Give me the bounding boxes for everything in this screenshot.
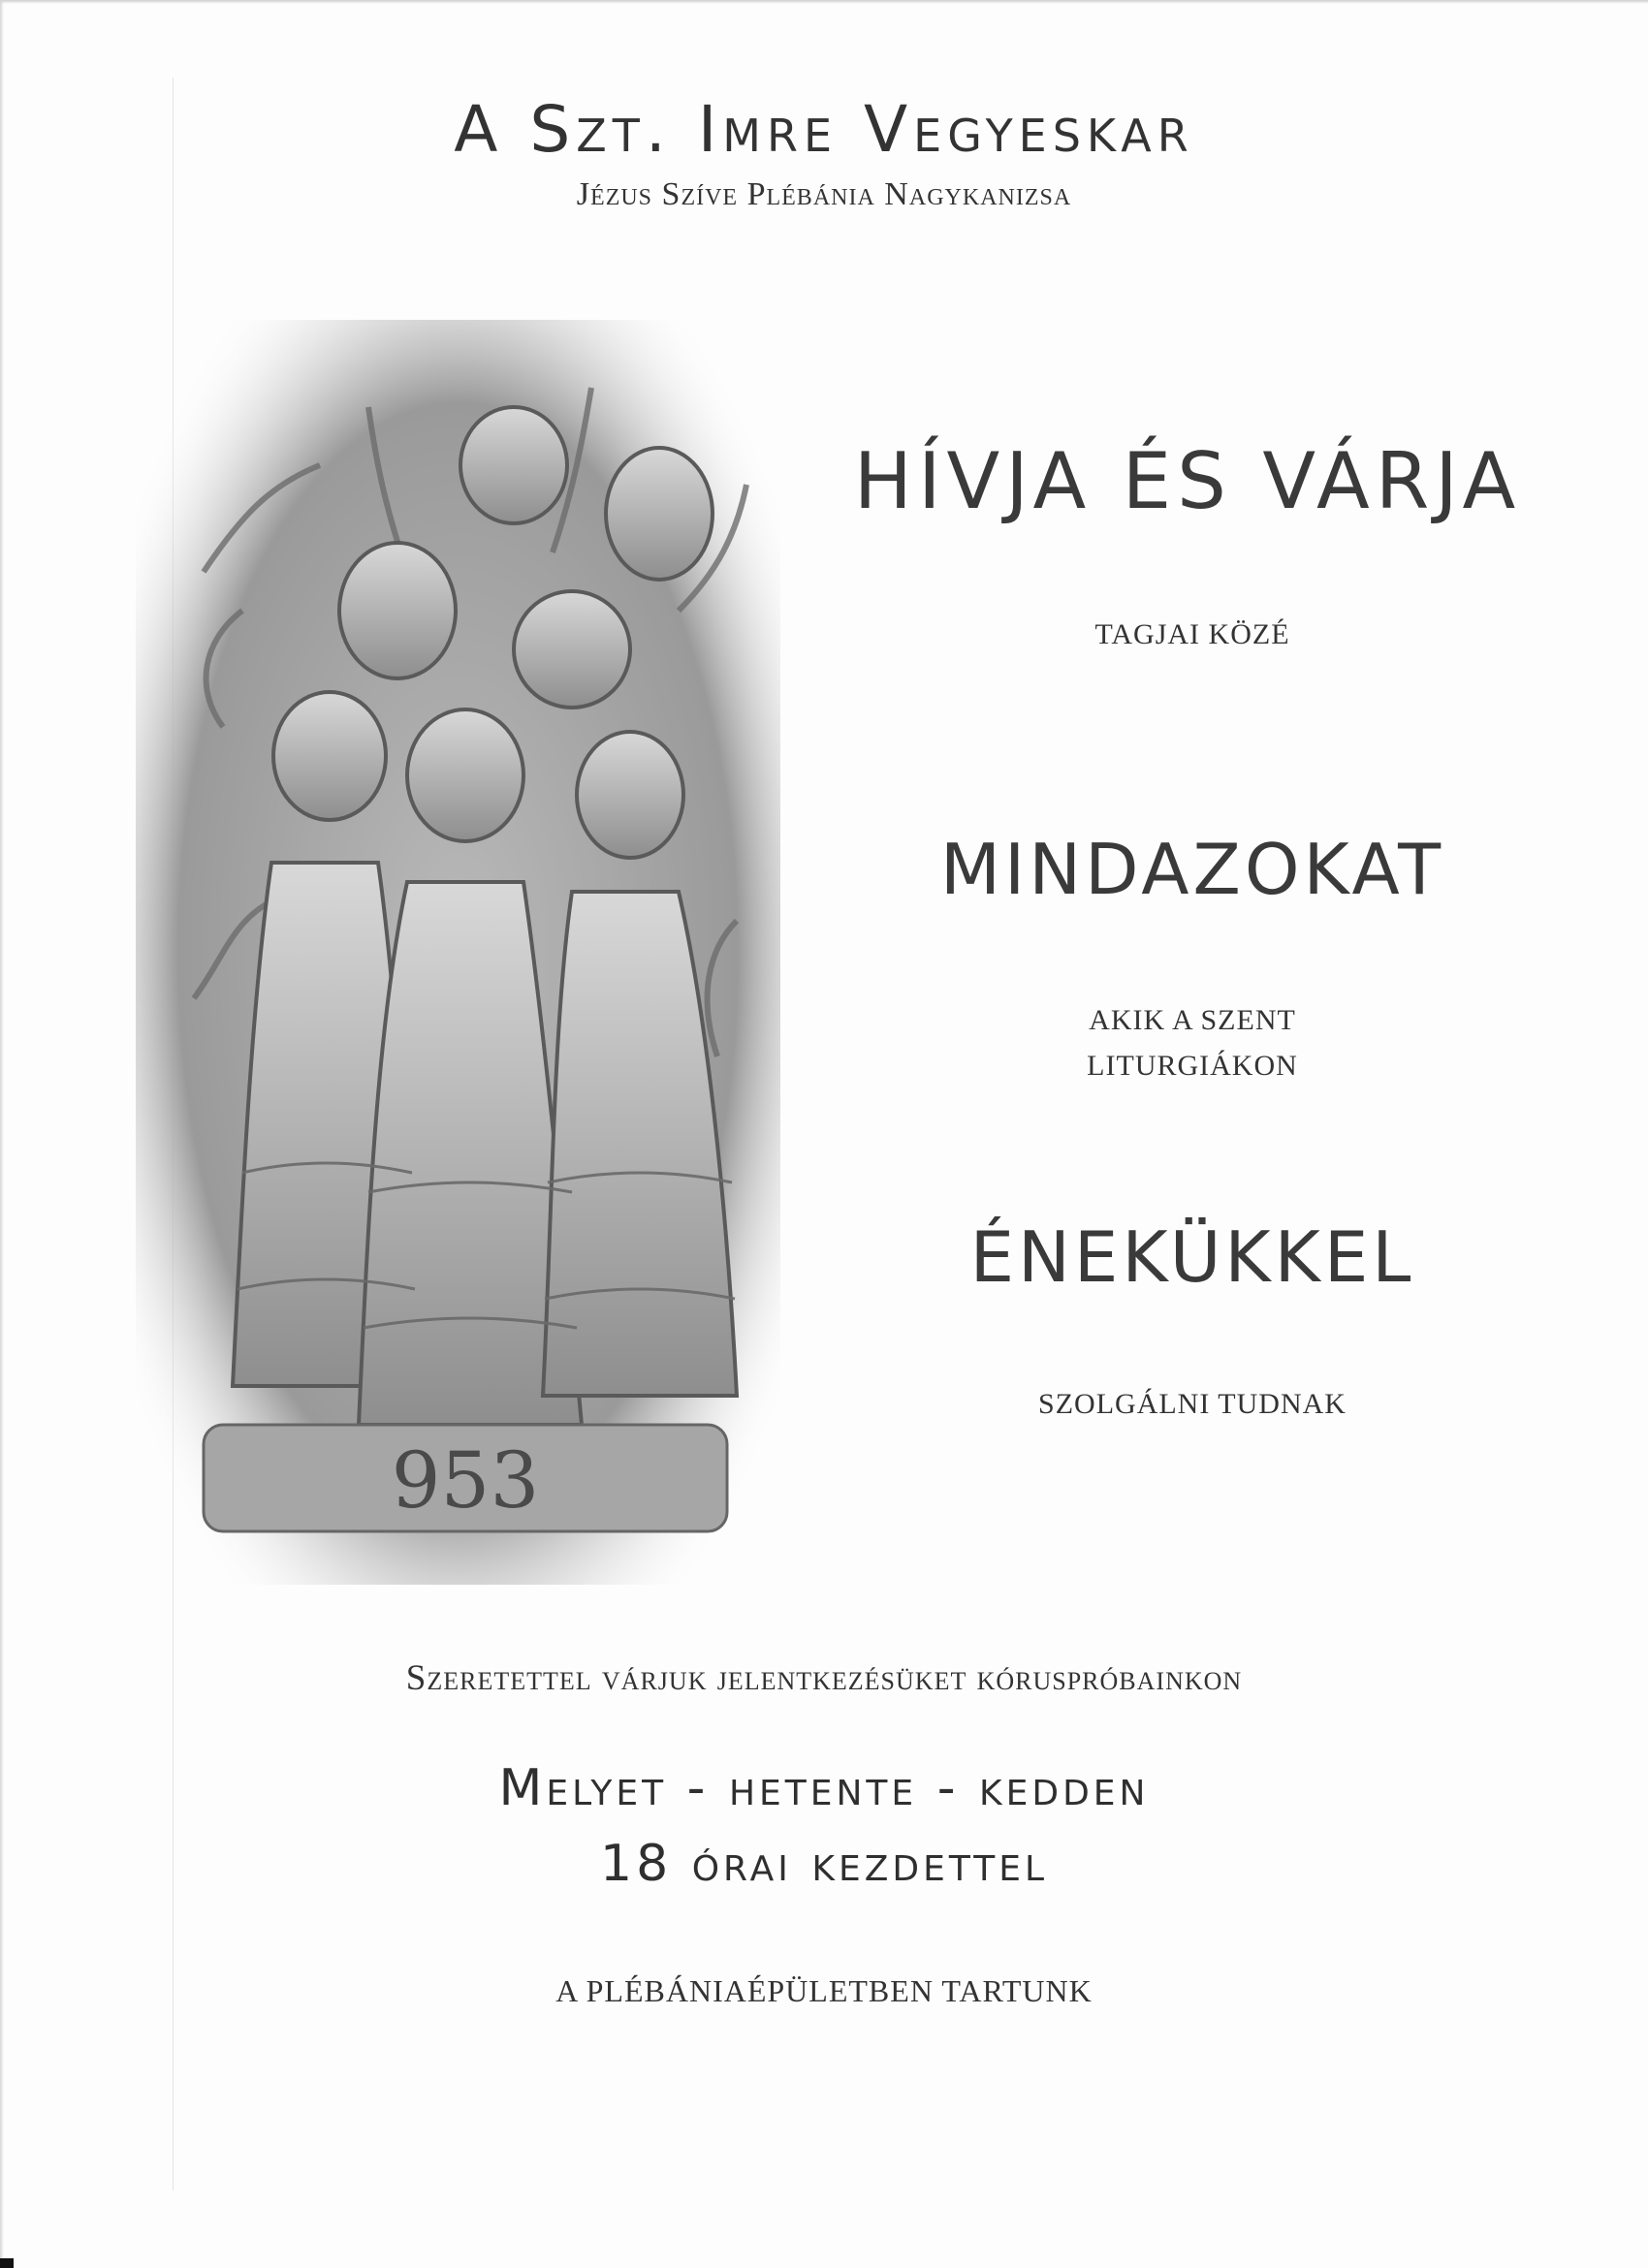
scan-corner-mark bbox=[0, 2258, 14, 2268]
members-line: TAGJAI KÖZÉ bbox=[1094, 618, 1290, 650]
choir-title: A Szt. Imre Vegyeskar bbox=[454, 92, 1194, 167]
headline: HÍVJA ÉS VÁRJA bbox=[853, 436, 1522, 526]
liturgy-line-1: AKIK A SZENT bbox=[1089, 1004, 1296, 1036]
scan-edge-top bbox=[0, 0, 1648, 4]
liturgy-line-2: LITURGIÁKON bbox=[1087, 1050, 1298, 1082]
relief-year: 953 bbox=[391, 1435, 540, 1526]
relief-image bbox=[136, 320, 780, 1585]
schedule-line-1: Melyet - hetente - kedden bbox=[498, 1759, 1150, 1817]
scan-edge-left bbox=[0, 0, 4, 2268]
invitation-text: Szeretettel várjuk jelentkezésüket kóruspróbainkon bbox=[405, 1658, 1243, 1698]
location-text: A PLÉBÁNIAÉPÜLETBEN TARTUNK bbox=[555, 1973, 1093, 2008]
keyword-singing: ÉNEKÜKKEL bbox=[969, 1216, 1415, 1298]
keyword-all: MINDAZOKAT bbox=[939, 829, 1445, 910]
serve-line: SZOLGÁLNI TUDNAK bbox=[1038, 1388, 1347, 1420]
schedule-line-2: 18 órai kezdettel bbox=[600, 1835, 1048, 1893]
parish-subtitle: Jézus Szíve Plébánia Nagykanizsa bbox=[576, 176, 1072, 212]
